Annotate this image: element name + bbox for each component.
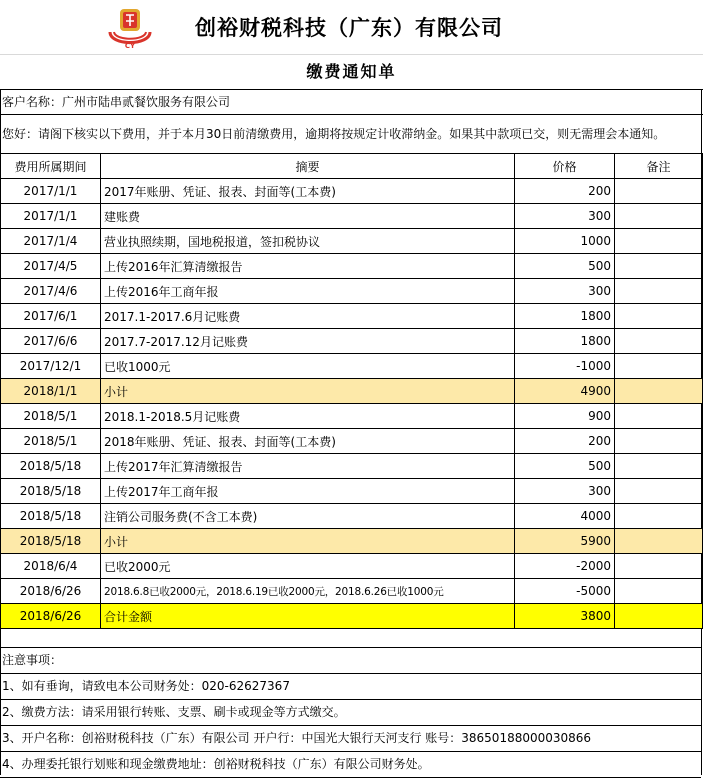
table-row <box>1 204 703 229</box>
summary-cell: 上传2016年工商年报 <box>101 279 515 304</box>
total-row <box>1 604 703 629</box>
period-cell: 2018/5/18 <box>1 479 101 504</box>
remark-cell <box>615 454 703 479</box>
company-logo-icon <box>105 6 155 50</box>
period-cell: 2018/5/18 <box>1 504 101 529</box>
remark-cell <box>615 429 703 454</box>
summary-cell: 上传2017年工商年报 <box>101 479 515 504</box>
price-cell: 500 <box>515 454 615 479</box>
summary-cell: 注销公司服务费(不含工本费) <box>101 504 515 529</box>
price-cell: 900 <box>515 404 615 429</box>
summary-cell: 已收2000元 <box>101 554 515 579</box>
summary-cell: 营业执照续期，国地税报道，签扣税协议 <box>101 229 515 254</box>
price-cell: 200 <box>515 179 615 204</box>
remark-cell <box>615 229 703 254</box>
greeting-line <box>0 114 703 153</box>
subtotal-row <box>1 379 703 404</box>
price-cell: 5900 <box>515 529 615 554</box>
table-header-row <box>1 154 703 179</box>
table-row <box>1 254 703 279</box>
summary-cell: 2017.7-2017.12月记账费 <box>101 329 515 354</box>
remark-cell <box>615 279 703 304</box>
price-cell: 4000 <box>515 504 615 529</box>
fee-table <box>0 153 703 629</box>
header-summary: 摘要 <box>101 154 515 179</box>
period-cell: 2017/1/4 <box>1 229 101 254</box>
price-cell: -1000 <box>515 354 615 379</box>
summary-cell: 已收1000元 <box>101 354 515 379</box>
price-cell: 4900 <box>515 379 615 404</box>
remark-cell <box>615 529 703 554</box>
price-cell: 1800 <box>515 304 615 329</box>
period-cell: 2017/1/1 <box>1 179 101 204</box>
period-cell: 2018/5/18 <box>1 529 101 554</box>
customer-line <box>0 89 703 114</box>
summary-cell: 合计金额 <box>101 604 515 629</box>
period-cell: 2017/12/1 <box>1 354 101 379</box>
price-cell: 3800 <box>515 604 615 629</box>
period-cell: 2017/6/1 <box>1 304 101 329</box>
price-cell: 1000 <box>515 229 615 254</box>
remark-cell <box>615 254 703 279</box>
greeting-text: 您好：请阁下核实以下费用，并于本月30日前清缴费用，逾期将按规定计收滞纳金。如果其中款项已交，则无需理会本通知。 <box>2 127 666 141</box>
price-cell: 1800 <box>515 329 615 354</box>
table-row <box>1 479 703 504</box>
table-row <box>1 229 703 254</box>
logo-text: CY <box>124 42 136 50</box>
remark-cell <box>615 179 703 204</box>
summary-cell: 上传2017年汇算清缴报告 <box>101 454 515 479</box>
period-cell: 2018/6/4 <box>1 554 101 579</box>
letterhead <box>0 0 703 55</box>
summary-cell: 2018.6.8已收2000元，2018.6.19已收2000元，2018.6.26已收1000元 <box>101 579 515 604</box>
table-row <box>1 304 703 329</box>
remark-cell <box>615 554 703 579</box>
period-cell: 2018/5/18 <box>1 454 101 479</box>
document-title: 缴费通知单 <box>306 62 397 81</box>
summary-cell: 2017年账册、凭证、报表、封面等(工本费) <box>101 179 515 204</box>
notes-heading: 注意事项： <box>0 647 701 673</box>
remark-cell <box>615 604 703 629</box>
remark-cell <box>615 204 703 229</box>
remark-cell <box>615 354 703 379</box>
header-remark: 备注 <box>615 154 703 179</box>
price-cell: 300 <box>515 479 615 504</box>
period-cell: 2018/5/1 <box>1 429 101 454</box>
remark-cell <box>615 379 703 404</box>
summary-cell: 建账费 <box>101 204 515 229</box>
price-cell: 300 <box>515 204 615 229</box>
remark-cell <box>615 504 703 529</box>
price-cell: -5000 <box>515 579 615 604</box>
note-item: 2、缴费方法：请采用银行转账、支票、刷卡或现金等方式缴交。 <box>0 699 701 725</box>
period-cell: 2018/5/1 <box>1 404 101 429</box>
customer-label: 客户名称： <box>2 95 63 109</box>
table-row <box>1 354 703 379</box>
summary-cell: 小计 <box>101 379 515 404</box>
remark-cell <box>615 304 703 329</box>
period-cell: 2017/6/6 <box>1 329 101 354</box>
remark-cell <box>615 479 703 504</box>
remark-cell <box>615 329 703 354</box>
price-cell: 500 <box>515 254 615 279</box>
summary-cell: 小计 <box>101 529 515 554</box>
table-row <box>1 554 703 579</box>
customer-name: 广州市陆串贰餐饮服务有限公司 <box>62 95 231 109</box>
table-row <box>1 454 703 479</box>
notes-section <box>0 647 701 778</box>
company-name: 创裕财税科技（广东）有限公司 <box>195 16 503 40</box>
price-cell: 300 <box>515 279 615 304</box>
period-cell: 2018/6/26 <box>1 604 101 629</box>
price-cell: -2000 <box>515 554 615 579</box>
period-cell: 2017/1/1 <box>1 204 101 229</box>
table-row <box>1 329 703 354</box>
table-row <box>1 179 703 204</box>
period-cell: 2017/4/6 <box>1 279 101 304</box>
period-cell: 2017/4/5 <box>1 254 101 279</box>
summary-cell: 2018.1-2018.5月记账费 <box>101 404 515 429</box>
table-row <box>1 404 703 429</box>
table-row <box>1 279 703 304</box>
period-cell: 2018/6/26 <box>1 579 101 604</box>
period-cell: 2018/1/1 <box>1 379 101 404</box>
price-cell: 200 <box>515 429 615 454</box>
table-row <box>1 579 703 604</box>
table-row <box>1 429 703 454</box>
note-item: 1、如有垂询，请致电本公司财务处：020-62627367 <box>0 673 701 699</box>
summary-cell: 2018年账册、凭证、报表、封面等(工本费) <box>101 429 515 454</box>
note-item-bank-account: 3、开户名称：创裕财税科技（广东）有限公司 开户行：中国光大银行天河支行 账号：38650188000030866 <box>0 725 701 751</box>
summary-cell: 2017.1-2017.6月记账费 <box>101 304 515 329</box>
header-period: 费用所属期间 <box>1 154 101 179</box>
summary-cell: 上传2016年汇算清缴报告 <box>101 254 515 279</box>
remark-cell <box>615 579 703 604</box>
note-item: 4、办理委托银行划账和现金缴费地址：创裕财税科技（广东）有限公司财务处。 <box>0 751 701 778</box>
subtotal-row <box>1 529 703 554</box>
remark-cell <box>615 404 703 429</box>
table-row <box>1 504 703 529</box>
header-price: 价格 <box>515 154 615 179</box>
